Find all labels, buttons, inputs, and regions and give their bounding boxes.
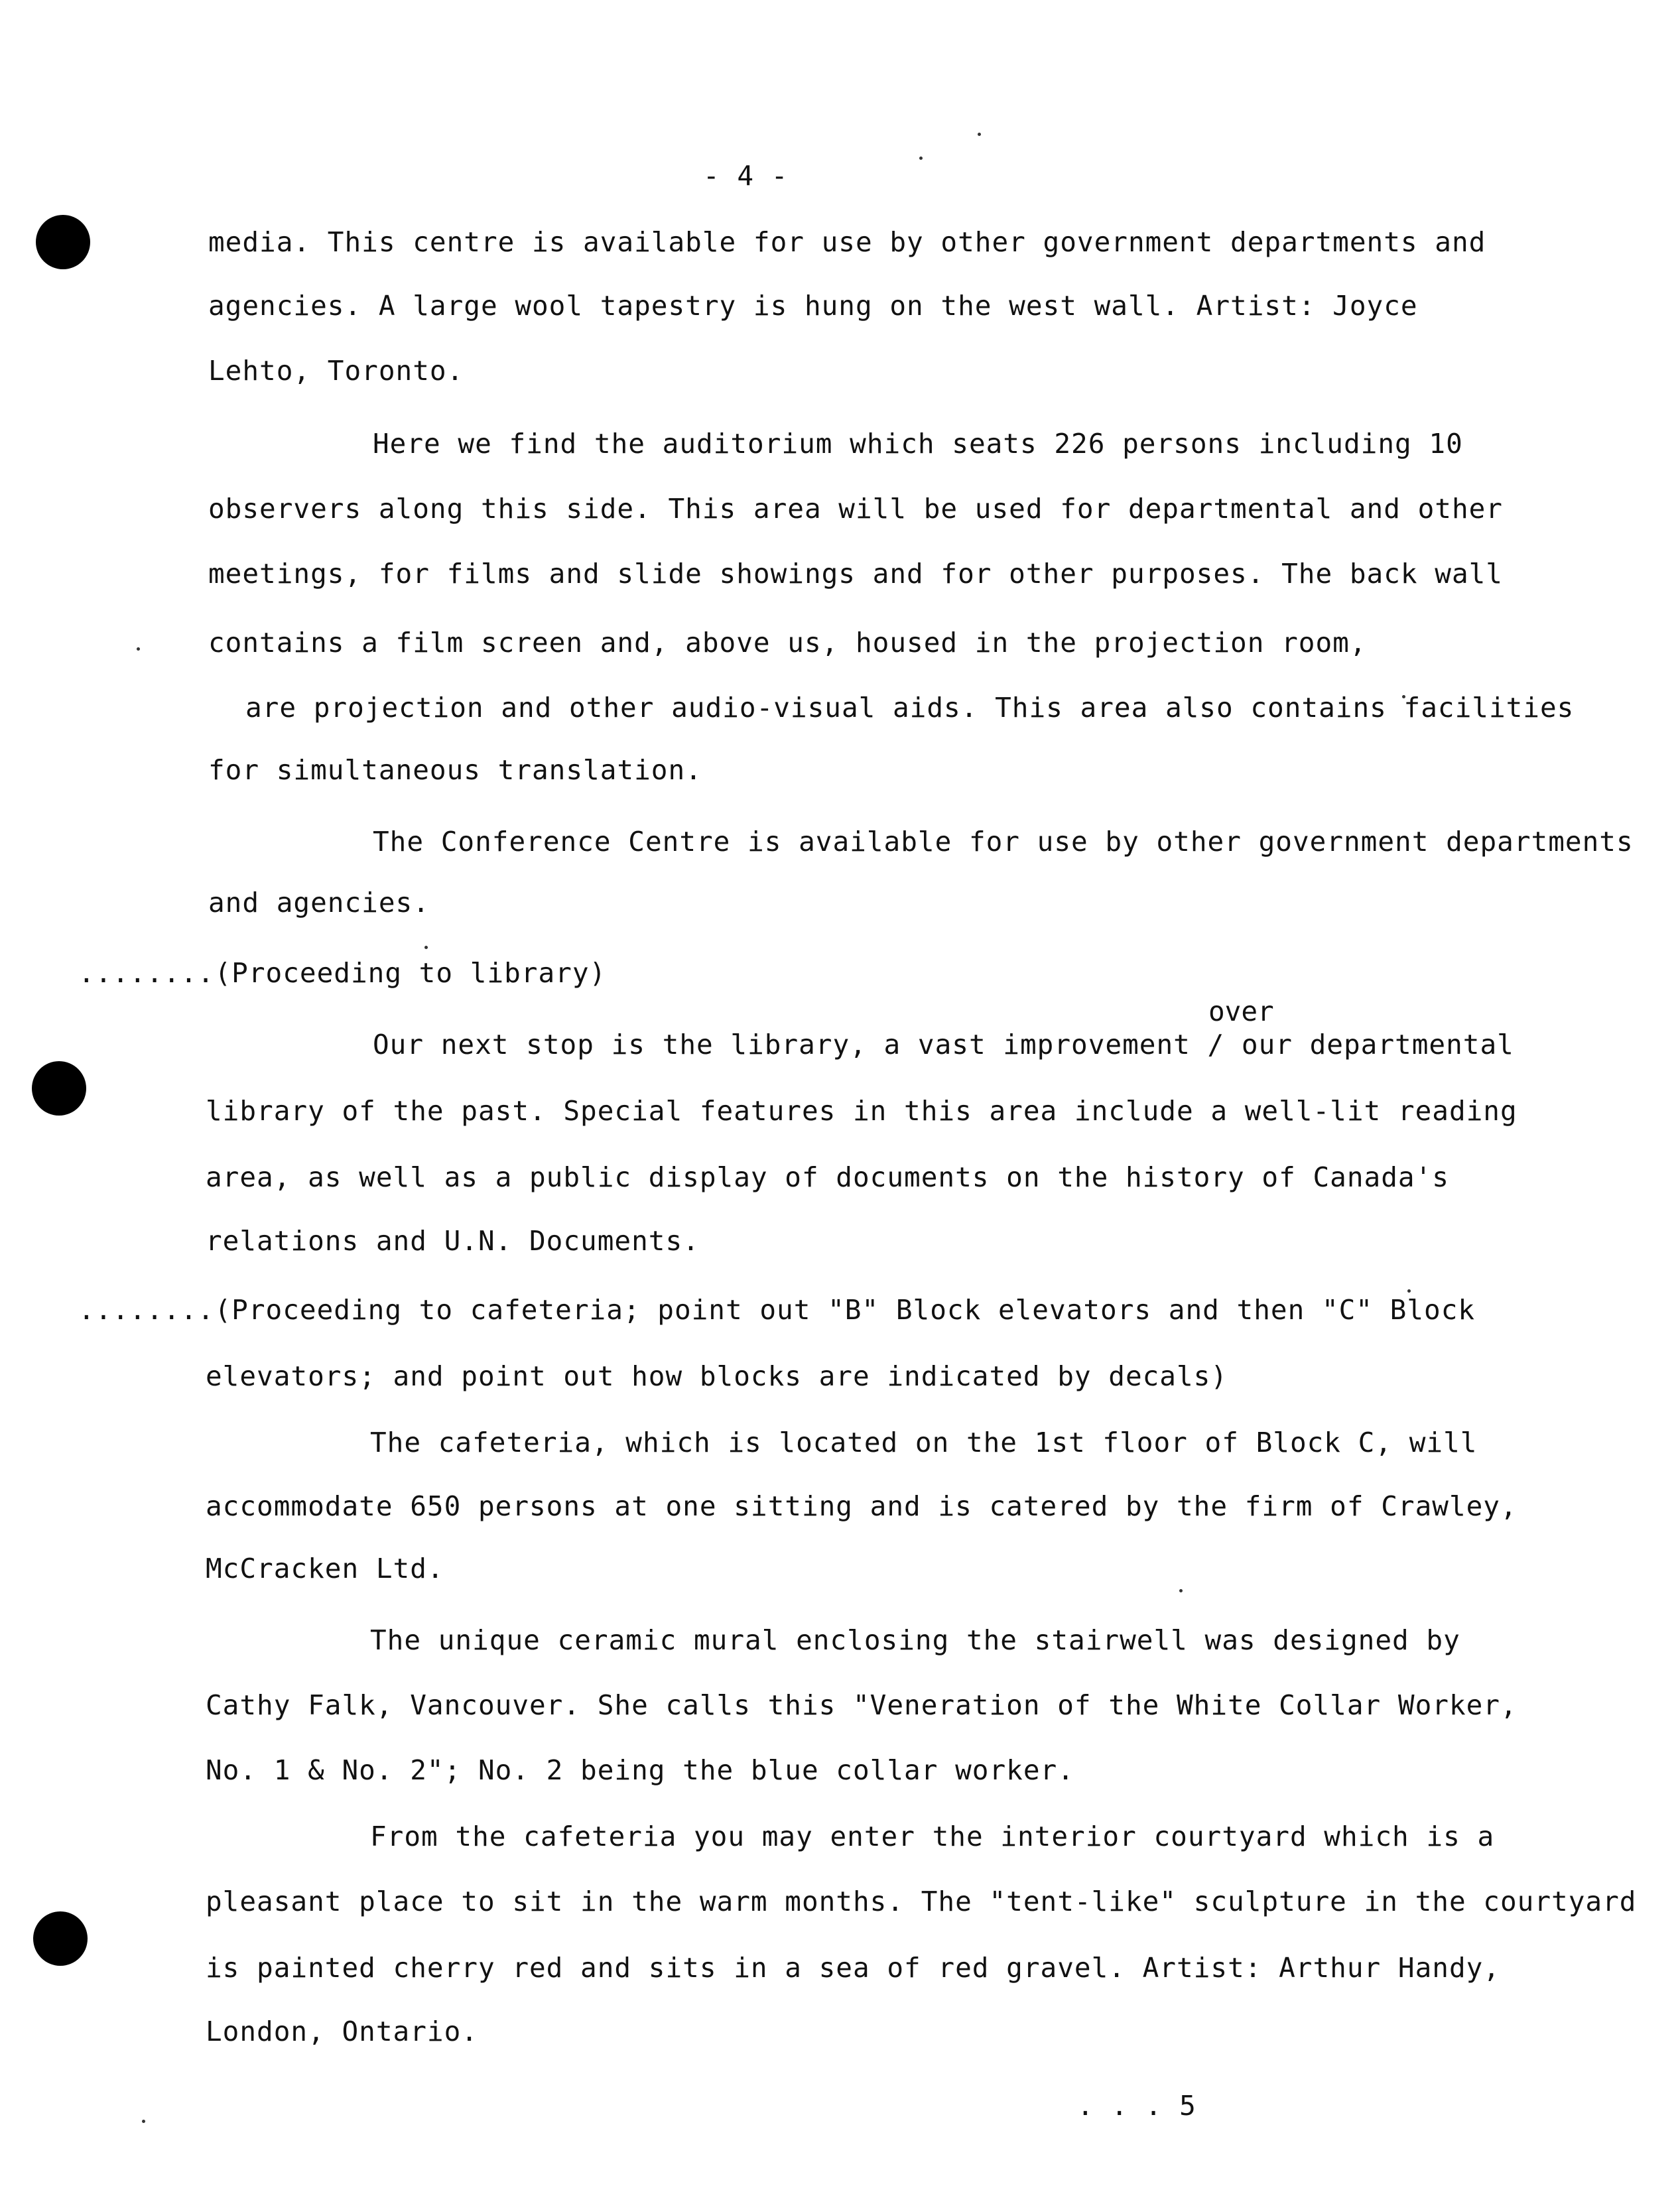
text-line: The Conference Centre is available for use by other government departments (373, 826, 1634, 858)
text-line: and agencies. (208, 887, 430, 919)
text-line: for simultaneous translation. (208, 754, 702, 786)
text-line: agencies. A large wool tapestry is hung on the west wall. Artist: Joyce (208, 290, 1418, 322)
text-line: London, Ontario. (206, 2016, 478, 2047)
text-line: The cafeteria, which is located on the 1st floor of Block C, will (370, 1427, 1478, 1458)
stage-direction: ........(Proceeding to cafeteria; point out "B" Block elevators and then "C" Block (78, 1294, 1476, 1326)
continuation-marker: . . . 5 (1077, 2090, 1196, 2122)
text-line: Lehto, Toronto. (208, 355, 464, 387)
scan-speck (424, 946, 428, 949)
page-number: - 4 - (703, 160, 789, 192)
text-line: are projection and other audio-visual aids. This area also contains facilities (245, 692, 1575, 724)
text-line: observers along this side. This area will be used for departmental and other (208, 493, 1503, 525)
text-line: Our next stop is the library, a vast improvement / our departmental (373, 1029, 1514, 1061)
punch-hole-middle (32, 1061, 86, 1116)
text-line: library of the past. Special features in this area include a well-lit reading (206, 1095, 1518, 1127)
text-line: meetings, for films and slide showings and for other purposes. The back wall (208, 558, 1503, 590)
text-line: The unique ceramic mural enclosing the stairwell was designed by (370, 1624, 1460, 1656)
text-line: Here we find the auditorium which seats 226 persons including 10 (373, 428, 1463, 460)
scan-speck (1179, 1589, 1183, 1592)
text-line: contains a film screen and, above us, housed in the projection room, (208, 627, 1367, 659)
scan-speck (137, 647, 140, 651)
text-line: Cathy Falk, Vancouver. She calls this "Veneration of the White Collar Worker, (206, 1689, 1518, 1721)
text-line: pleasant place to sit in the warm months. The "tent-like" sculpture in the courtyard (206, 1886, 1637, 1917)
text-line: No. 1 & No. 2"; No. 2 being the blue collar worker. (206, 1754, 1074, 1786)
text-line: accommodate 650 persons at one sitting and is catered by the firm of Crawley, (206, 1490, 1518, 1522)
punch-hole-top (36, 215, 90, 269)
punch-hole-bottom (33, 1911, 88, 1966)
stage-direction: elevators; and point out how blocks are indicated by decals) (206, 1360, 1228, 1392)
text-line: area, as well as a public display of documents on the history of Canada's (206, 1161, 1449, 1193)
scan-speck (1407, 1289, 1411, 1293)
text-line: relations and U.N. Documents. (206, 1225, 700, 1257)
scan-speck (142, 2120, 145, 2123)
text-line: is painted cherry red and sits in a sea of red gravel. Artist: Arthur Handy, (206, 1952, 1500, 1984)
text-line: McCracken Ltd. (206, 1553, 444, 1584)
text-line: From the cafeteria you may enter the interior courtyard which is a (370, 1821, 1495, 1852)
stage-direction: ........(Proceeding to library) (78, 957, 607, 989)
scan-speck (978, 133, 981, 136)
text-line: media. This centre is available for use by other government departments and (208, 226, 1486, 258)
scan-speck (919, 157, 923, 160)
handwritten-insert: over (1208, 996, 1274, 1027)
